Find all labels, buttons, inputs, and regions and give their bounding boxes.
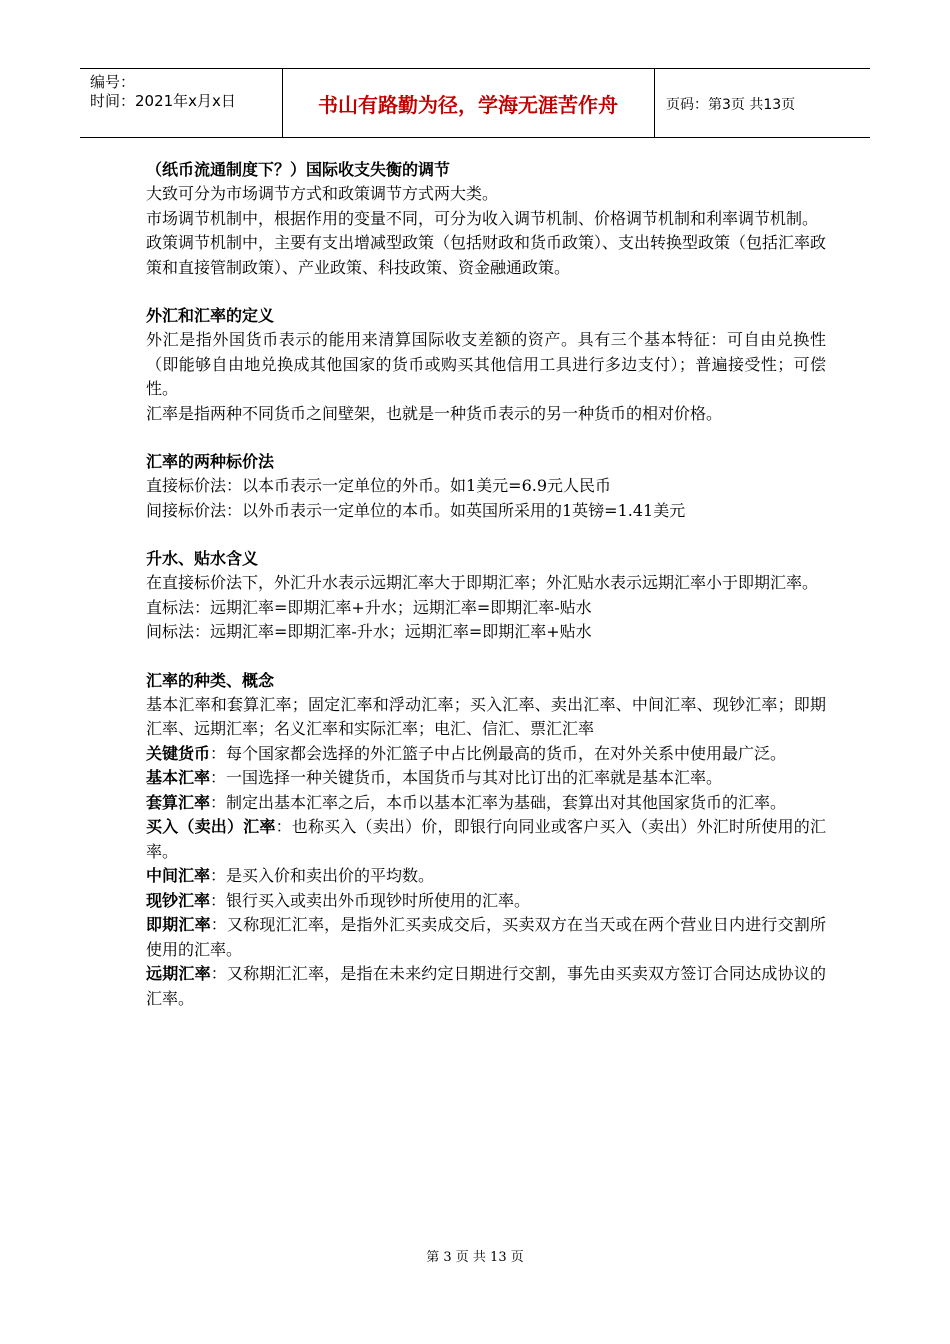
paragraph-text: ：又称现汇汇率，是指外汇买卖成交后，买卖双方在当天或在两个营业日内进行交割所使用的汇率。 — [146, 915, 826, 959]
paragraph-text: 市场调节机制中，根据作用的变量不同，可分为收入调节机制、价格调节机制和利率调节机制。 — [146, 208, 819, 228]
paragraph-text: 政策调节机制中，主要有支出增减型政策（包括财政和货币政策）、支出转换型政策（包括汇率政策和直接管制政策）、产业政策、科技政策、资金融通政策。 — [146, 233, 827, 277]
section-heading: 升水、贴水含义 — [146, 549, 259, 568]
document-section — [146, 304, 826, 426]
body-paragraph — [146, 889, 826, 914]
paragraph-text: ：一国选择一种关键货币，本国货币与其对比订出的汇率就是基本汇率。 — [210, 768, 723, 787]
body-paragraph — [146, 182, 826, 207]
body-paragraph — [146, 864, 826, 889]
body-paragraph — [146, 207, 826, 232]
paragraph-text: 汇率是指两种不同货币之间壁架，也就是一种货币表示的另一种货币的相对价格。 — [146, 403, 723, 423]
section-heading: 汇率的种类、概念 — [146, 670, 275, 690]
body-paragraph — [146, 815, 826, 864]
term-label: 现钞汇率 — [146, 890, 211, 910]
term-label: 买入（卖出）汇率 — [146, 817, 276, 836]
header-meta-cell — [80, 69, 283, 137]
term-label: 远期汇率 — [146, 964, 211, 983]
section-heading: （纸币流通制度下？）国际收支失衡的调节 — [146, 160, 451, 179]
header-motto-cell — [282, 69, 655, 137]
paragraph-text: 在直接标价法下，外汇升水表示远期汇率大于即期汇率；外汇贴水表示远期汇率小于即期汇率。 — [146, 573, 819, 592]
paragraph-text: ：又称期汇汇率，是指在未来约定日期进行交割，事先由买卖双方签订合同达成协议的汇率。 — [146, 964, 826, 1008]
document-section — [146, 450, 826, 523]
section-heading: 汇率的两种标价法 — [146, 452, 275, 471]
document-number-label: 编号： — [90, 73, 136, 91]
paragraph-text: ：也称买入（卖出）价，即银行向同业或客户买入（卖出）外汇时所使用的汇率。 — [146, 817, 826, 861]
body-paragraph — [146, 402, 826, 427]
document-section — [146, 547, 826, 645]
header-motto: 书山有路勤为径，学海无涯苦作舟 — [318, 93, 618, 117]
paragraph-text: ：是买入价和卖出价的平均数。 — [210, 866, 435, 885]
term-label: 基本汇率 — [146, 768, 211, 787]
document-section — [146, 669, 826, 1012]
paragraph-text: ：制定出基本汇率之后，本币以基本汇率为基础，套算出对其他国家货币的汇率。 — [210, 792, 787, 812]
paragraph-text: 直接标价法：以本币表示一定单位的外币。如1美元=6.9元人民币 — [146, 476, 612, 495]
body-paragraph — [146, 913, 826, 962]
body-paragraph — [146, 620, 826, 645]
paragraph-text: 直标法：远期汇率=即期汇率+升水；远期汇率=即期汇率-贴水 — [146, 597, 592, 617]
body-paragraph — [146, 962, 826, 1011]
page-footer: 第 3 页 共 13 页 — [426, 1250, 524, 1265]
body-paragraph — [146, 791, 826, 816]
body-paragraph — [146, 499, 826, 524]
document-body — [146, 158, 826, 1035]
body-paragraph — [146, 474, 826, 499]
header-page-info: 页码：第3页 共13页 — [666, 97, 796, 113]
body-paragraph — [146, 742, 826, 767]
document-section — [146, 158, 826, 280]
paragraph-text: 基本汇率和套算汇率；固定汇率和浮动汇率；买入汇率、卖出汇率、中间汇率、现钞汇率；即期汇率、远期汇率；名义汇率和实际汇率；电汇、信汇、票汇汇率 — [146, 694, 826, 738]
term-label: 套算汇率 — [146, 792, 211, 812]
paragraph-text: ：银行买入或卖出外币现钞时所使用的汇率。 — [210, 890, 531, 910]
page-header — [80, 68, 870, 138]
header-page-cell — [655, 69, 870, 137]
body-paragraph — [146, 328, 826, 402]
paragraph-text: 间标法：远期汇率=即期汇率-升水；远期汇率=即期汇率+贴水 — [146, 622, 592, 641]
body-paragraph — [146, 693, 826, 742]
paragraph-text: 间接标价法：以外币表示一定单位的本币。如英国所采用的1英镑=1.41美元 — [146, 500, 686, 520]
body-paragraph — [146, 571, 826, 596]
paragraph-text: 外汇是指外国货币表示的能用来清算国际收支差额的资产。具有三个基本特征：可自由兑换性（即能够自由地兑换成其他国家的货币或购买其他信用工具进行多边支付）；普遍接受性；可偿性。 — [146, 330, 826, 398]
document-date-label: 时间：2021年x月x日 — [90, 92, 236, 110]
paragraph-text: 大致可分为市场调节方式和政策调节方式两大类。 — [146, 184, 499, 203]
term-label: 关键货币 — [146, 743, 211, 763]
paragraph-text: ：每个国家都会选择的外汇篮子中占比例最高的货币，在对外关系中使用最广泛。 — [210, 743, 787, 763]
body-paragraph — [146, 231, 826, 280]
term-label: 中间汇率 — [146, 866, 211, 885]
term-label: 即期汇率 — [146, 915, 211, 934]
body-paragraph — [146, 596, 826, 621]
section-heading: 外汇和汇率的定义 — [146, 306, 275, 325]
body-paragraph — [146, 766, 826, 791]
